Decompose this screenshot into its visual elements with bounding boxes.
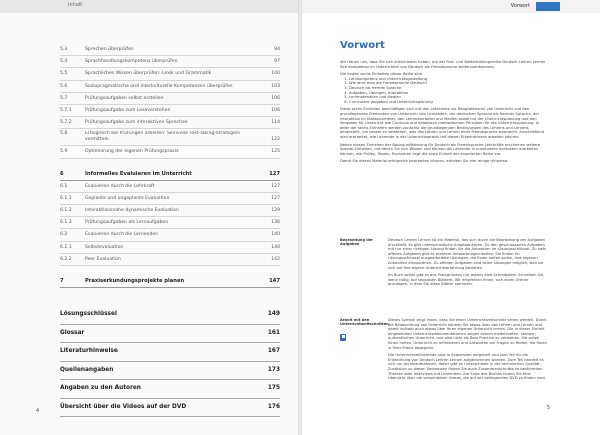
toc-num: 5.3	[60, 47, 68, 52]
toc-title: Erfolgreich bei Prüfungen arbeiten: Sinnvolle Test-Taking-Strategien vermitteln	[85, 131, 240, 142]
page-title: Vorwort	[340, 40, 385, 51]
body-paragraph: Diese sechs Einheiten beschäftigen sich mit den Lehrenden als Hauptakteuren von Unterricht und den grundlegenden Elementen von Unterricht: den Lernenden, der deutschen Sprache als fremder Sprache, der Interaktion im Klassenzimmer, den Lernmaterialien und Medien sowie mit der Unterrichtsplanung und den Vorgaben für Unterricht wie Curricula und didaktisch-methodischen Prinzipien für die Unterrichtsplanung. In jeder der sechs Einheiten werden zunächst die grundlegenden Bedingungen des Lehrens und Lernens dargestellt, um besser zu verstehen, was das Lehren und Lernen einer Fremdsprache ausmacht. Anschließend wird erarbeitet, wie Lehrende in der Unterrichtspraxis mit diesen Erkenntnissen arbeiten können.	[340, 107, 545, 139]
toc-page: 175	[267, 385, 280, 392]
left-header-text: Inhalt	[68, 2, 83, 8]
toc-title: Lösungsschlüssel	[60, 311, 117, 318]
toc-title: Soziopragmatische und interkulturelle Kompetenzen überprüfen	[85, 83, 233, 89]
toc-chapter-7[interactable]	[60, 276, 280, 288]
toc-page: 103	[271, 83, 280, 89]
toc-page: 97	[274, 59, 280, 65]
toc-appendix-item[interactable]	[60, 343, 280, 362]
toc-title: Sprechen überprüfen	[85, 47, 134, 52]
foreword-body	[340, 60, 546, 167]
list-item: 6. Curriculare Vorgaben und Unterrichtsplanung	[349, 100, 546, 105]
toc-title: Prüfungsaufgaben als Lernaufgaben	[85, 220, 169, 226]
toc-appendix-item[interactable]	[60, 325, 280, 344]
toc-page: 106	[271, 107, 280, 113]
book-spine	[298, 0, 302, 435]
list-item: 3. Deutsch als fremde Sprache	[349, 86, 546, 91]
intro-paragraph: Wir freuen uns, dass Sie sich entschieden haben, mit der Fort- und Weiterbildungsreihe Deutsch Lehren Lernen Ihre Kompetenz im Unterrichten von Deutsch als Fremdsprache weiterzuentwickeln.	[340, 60, 546, 69]
toc-num: 6.1.1	[60, 195, 72, 201]
toc-num: 5.7.1	[60, 107, 72, 113]
body-paragraph: Dieses Symbol zeigt Ihnen, dass Sie einen Unterrichtsmitschnitt sehen werden. Durch die Beobachtung von Unterricht können Sie etwas über das Lehren und Lernen und damit indirekt auch etwas über Ihren eigenen Unterricht lernen. Die in dieser Einheit eingesetzten Unterrichtsdokumentationen zeigen keinen modellhaften, sondern authentischen Unterricht, und also nicht als Best Practice zu verstehen. Sie sollen Ihnen helfen, Unterricht zu reflektieren und Antworten auf Fragen zu finden, die Ihnen in Ihrer Praxis begegnen.	[388, 318, 547, 350]
toc-title: Sprachhandlungskompetenz überprüfen	[85, 59, 178, 65]
toc-row[interactable]	[60, 105, 280, 117]
toc-page: 114	[271, 120, 280, 126]
toc-title: Peer Evaluation	[85, 256, 121, 262]
toc-gap	[60, 159, 280, 169]
toc-row[interactable]	[60, 68, 280, 80]
toc-row[interactable]	[60, 81, 280, 93]
toc-page: 140	[271, 232, 280, 238]
toc-num: 5.4	[60, 59, 68, 65]
toc-num: 6.1.3	[60, 220, 72, 226]
list-item: 5. Lernmaterialien und Medien	[349, 95, 546, 100]
toc-gap	[60, 288, 280, 306]
dvd-icon	[340, 334, 346, 341]
toc-page: 127	[269, 170, 280, 177]
toc-title: Evaluieren durch die Lehrkraft	[85, 183, 155, 189]
toc-page: 125	[271, 149, 280, 155]
toc-num: 6.2.2	[60, 256, 72, 262]
toc-appendix-item[interactable]	[60, 306, 280, 325]
toc-title: Angaben zu den Autoren	[60, 385, 141, 392]
toc-chapter-6[interactable]	[60, 169, 280, 181]
toc-page: 142	[271, 256, 280, 262]
toc-num: 5.5	[60, 71, 68, 77]
toc-title: Informelles Evaluieren im Unterricht	[85, 170, 192, 177]
body-paragraph: Deutsch Lehren Lernen ist ein Material, das sich durch die Bearbeitung der Aufgaben erschließt. Es gibt unterschiedliche Aufgabentypen. Zu den geschlossenen Aufgaben mit nur einer richtigen Lösung finden Sie die Antworten im Lösungsschlüssel. Zu halb offenen Aufgaben gibt es mehrere Antwortmöglichkeiten. Sie finden im Lösungsschlüssel ausgearbeitete Lösungen, die Ihnen helfen sollen, Ihre eigenen Antworten einzuordnen. Zu offenen Aufgaben sind keine Lösungen möglich, weil sie sich auf Ihre eigene Unterrichtserfahrung beziehen.	[388, 238, 546, 270]
toc-gap	[60, 266, 280, 276]
list-intro: Die ersten sechs Einheiten dieser Reihe sind	[340, 72, 423, 77]
toc-title: Literaturhinweise	[60, 348, 118, 355]
body-paragraph: Die Unterrichtsmitschnitte sind in Sequenzen aufgeteilt und zum Teil für die Entwicklung von Deutsch Lehren Lernen aufgenommen worden. Zum Teil handelt es sich um Archivaufnahmen, daher gibt es Unterschiede in der technischen Qualität. Zusätzlich zu diesen Sequenzen finden Sie auch Zusammenschnitte zu bestimmten Themen oder Interviews mit Lehrenden. Am Ende des Buches finden Sie eine Übersicht über die verwendeten Videos, die auf der beiliegenden DVD zu finden sind.	[388, 353, 546, 381]
toc-row[interactable]	[60, 181, 280, 193]
toc-row[interactable]	[60, 254, 280, 266]
right-header-band	[300, 0, 600, 13]
toc-row[interactable]	[60, 205, 280, 217]
toc-title: Prüfungsaufgabe zum interaktiven Sprechen	[85, 120, 188, 126]
toc-title: Sprachliches Wissen überprüfen: Lexik und Grammatik	[85, 71, 212, 77]
toc-row[interactable]	[60, 56, 280, 68]
toc-num: 6.2.1	[60, 244, 72, 250]
toc-appendix-item[interactable]	[60, 399, 280, 418]
toc-row[interactable]	[60, 44, 280, 56]
toc-appendix-item[interactable]	[60, 362, 280, 381]
toc-page: 129	[271, 208, 280, 214]
left-page-number: 4	[36, 408, 40, 414]
toc-num: 5.6	[60, 83, 68, 89]
toc-num: 5.8	[60, 131, 68, 137]
toc-title: Praxiserkundungsprojekte planen	[85, 278, 185, 284]
toc-page: 173	[267, 366, 280, 373]
toc-num: 7	[60, 278, 64, 284]
body-paragraph: Neben diesen Einheiten der Basisqualifizierung für Deutsch als Fremdsprache-Lehrkräfte erscheinen weitere Spezial-Einheiten, mit denen Sie sich Wissen und Können als Lehrende in punktuellen Kontexten erarbeiten können, wie Prüfen, Testen, Evaluieren liegt die erste Einheit der erweiterten Reihe vor.	[340, 142, 541, 156]
toc-page: 127	[271, 183, 280, 189]
toc-page: 136	[271, 220, 280, 226]
toc-page: 149	[267, 311, 280, 318]
toc-title: Geplante und ungeplante Evaluation	[85, 195, 170, 201]
toc-title: Prüfungsaufgaben selbst erstellen	[85, 95, 164, 101]
toc-num: 6.1.2	[60, 208, 72, 214]
toc-page: 94	[274, 47, 280, 52]
right-header-text: Vorwort	[510, 3, 530, 9]
toc-row[interactable]	[60, 93, 280, 105]
toc-page: 161	[267, 329, 280, 336]
toc-num: 5.7.2	[60, 120, 72, 126]
video-section	[340, 318, 548, 384]
toc-title: Interaktionsnahe dynamische Evaluation	[85, 208, 179, 214]
toc-num: 5.7	[60, 95, 68, 101]
list-item: 4. Aufgaben, Übungen, Interaktion	[349, 91, 546, 96]
list-item: 2. Wie lernt man die Fremdsprache Deutsch?	[349, 81, 546, 86]
toc-page: 147	[269, 278, 280, 284]
toc-row[interactable]	[60, 129, 280, 146]
toc-row[interactable]	[60, 242, 280, 254]
toc-row[interactable]	[60, 117, 280, 129]
body-paragraph: Damit Sie dieses Material erfolgreich bearbeiten können, erhalten Sie hier einige Hinweise:	[340, 159, 509, 164]
toc-title: Übersicht über die Videos auf der DVD	[60, 403, 187, 410]
toc-title: Quellenangaben	[60, 366, 114, 373]
toc-page: 106	[271, 95, 280, 101]
toc-page: 100	[271, 71, 280, 77]
toc-num: 5.9	[60, 149, 68, 155]
tasks-section	[340, 238, 548, 290]
toc-num: 6.2	[60, 232, 68, 238]
toc-title: Evaluieren durch die Lernenden	[85, 232, 159, 238]
toc-title: Selbstevaluation	[85, 244, 124, 250]
toc-row[interactable]	[60, 146, 280, 158]
toc-appendix-item[interactable]	[60, 380, 280, 399]
toc-page: 167	[267, 348, 280, 355]
toc-title: Glossar	[60, 329, 85, 336]
toc-num: 6	[60, 170, 64, 177]
list-item: 1. Lehrkompetenz und Unterrichtsgestaltung	[349, 77, 546, 82]
body-paragraph: Im Buch selbst gibt es aus Platzgründen nur jeweils eine Schreibzeile. Schreiben Sie, wenn nötig, auf separaten Blättern. Wir empfehlen Ihnen, sich einen Ordner anzulegen, in dem Sie diese Blätter sammeln.	[388, 273, 545, 287]
right-page-number: 5	[546, 405, 550, 411]
toc-num: 6.1	[60, 183, 68, 189]
toc-page: 122	[271, 137, 280, 143]
toc-title: Optimierung der eigenen Prüfungspraxis	[85, 149, 179, 155]
toc-row[interactable]	[60, 217, 280, 229]
toc-row[interactable]	[60, 229, 280, 241]
toc-page: 140	[271, 244, 280, 250]
toc-row[interactable]	[60, 193, 280, 205]
toc-page: 127	[271, 195, 280, 201]
toc-title: Prüfungsaufgabe zum Leseverstehen	[85, 107, 171, 113]
unit-list	[340, 77, 546, 105]
sidebar-heading-tasks: Bearbeitung der Aufgaben	[340, 238, 374, 247]
header-accent-bar	[536, 2, 560, 11]
table-of-contents	[60, 44, 280, 417]
sidebar-heading-videos: Arbeit mit den Unterrichtsmitschnitten	[340, 318, 389, 327]
left-header-band	[0, 0, 300, 13]
toc-page: 176	[267, 403, 280, 410]
right-page	[300, 0, 600, 435]
